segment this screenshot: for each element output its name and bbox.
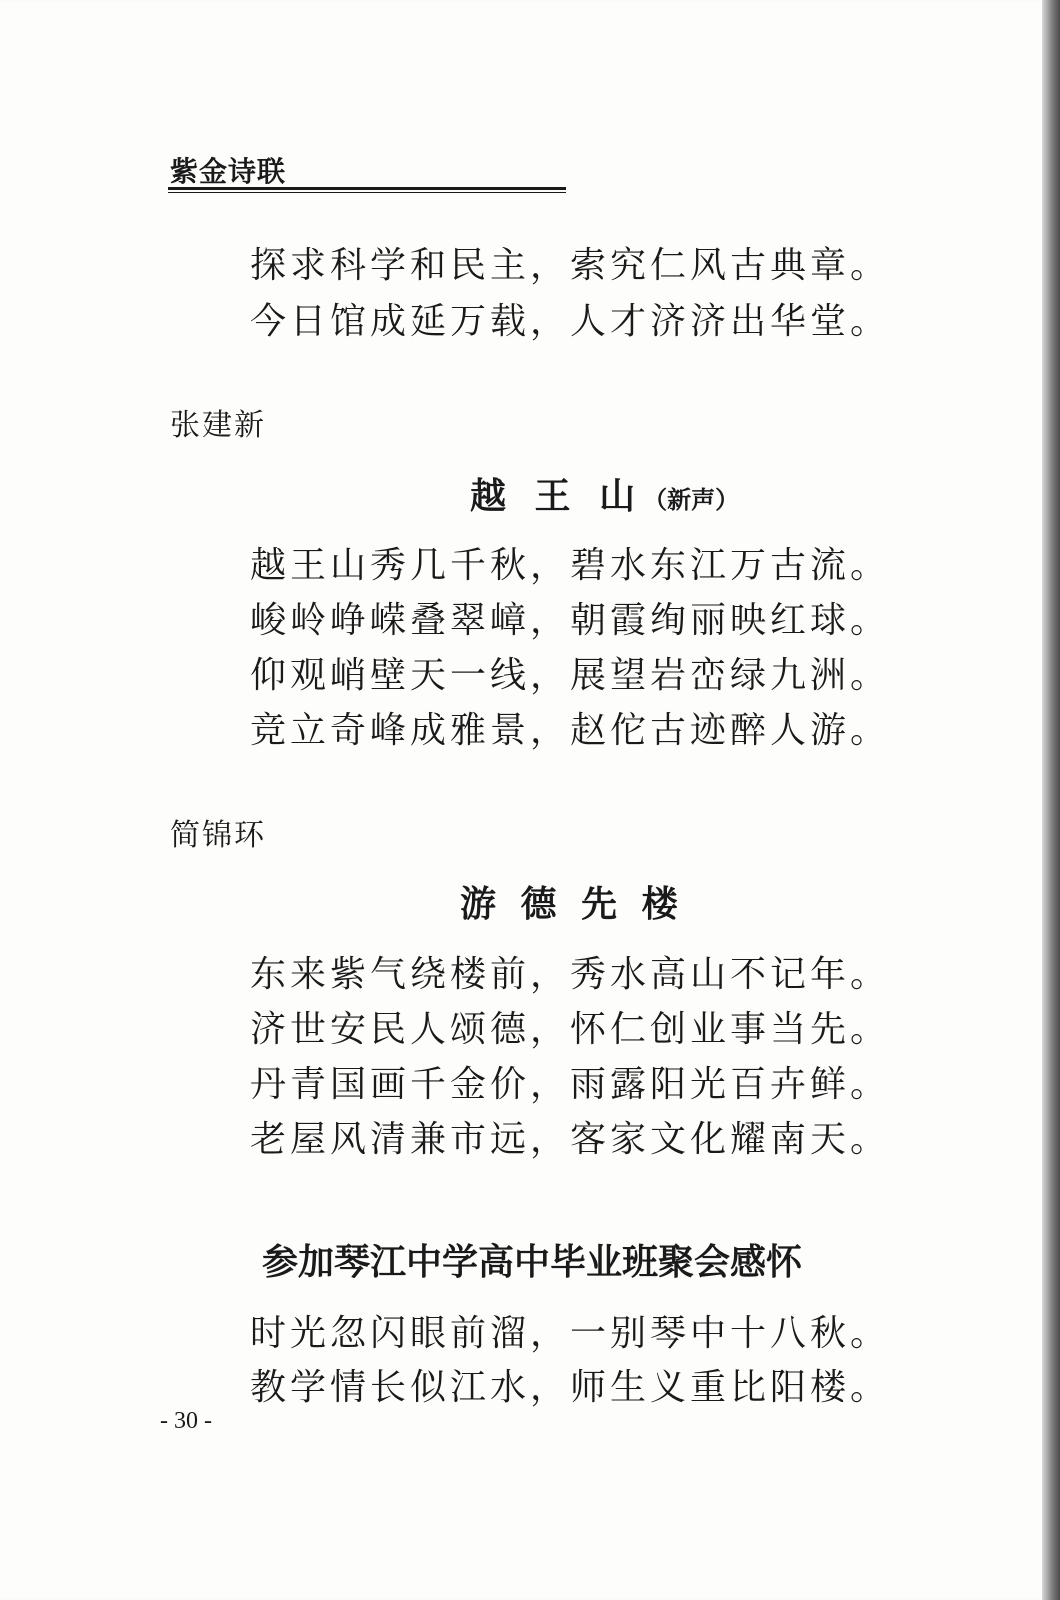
verse-line: 今日馆成延万载，人才济济出华堂。 — [250, 301, 891, 342]
poem-title: 参加琴江中学高中毕业班聚会感怀 — [262, 1242, 803, 1283]
poem-author: 张建新 — [170, 408, 266, 443]
verse-line: 老屋风清兼市远，客家文化耀南天。 — [250, 1119, 891, 1160]
poem-title — [470, 468, 739, 519]
page-number: - 30 - — [160, 1408, 212, 1434]
verse-line: 峻岭峥嵘叠翠嶂，朝霞绚丽映红球。 — [250, 600, 891, 641]
verse-line: 时光忽闪眼前溜，一别琴中十八秋。 — [250, 1313, 891, 1354]
verse-line: 探求科学和民主，索究仁风古典章。 — [250, 245, 891, 286]
verse-line: 教学情长似江水，师生义重比阳楼。 — [250, 1367, 891, 1408]
running-header: 紫金诗联 — [170, 155, 287, 188]
page-binding-edge — [1042, 0, 1060, 1600]
poem-author: 简锦环 — [170, 818, 266, 853]
verse-line: 仰观峭壁天一线，展望岩峦绿九洲。 — [250, 655, 891, 696]
verse-line: 丹青国画千金价，雨露阳光百卉鲜。 — [250, 1064, 891, 1105]
verse-line: 济世安民人颂德，怀仁创业事当先。 — [250, 1009, 891, 1050]
verse-line: 竞立奇峰成雅景，赵佗古迹醉人游。 — [250, 710, 891, 751]
header-rule — [168, 187, 566, 193]
poem-title-note: （新声） — [643, 486, 740, 514]
verse-line: 东来紫气绕楼前，秀水高山不记年。 — [250, 954, 891, 995]
poem-title-text: 越 王 山 — [470, 476, 644, 517]
verse-line: 越王山秀几千秋，碧水东江万古流。 — [250, 545, 891, 586]
poem-title: 游 德 先 楼 — [460, 884, 684, 925]
